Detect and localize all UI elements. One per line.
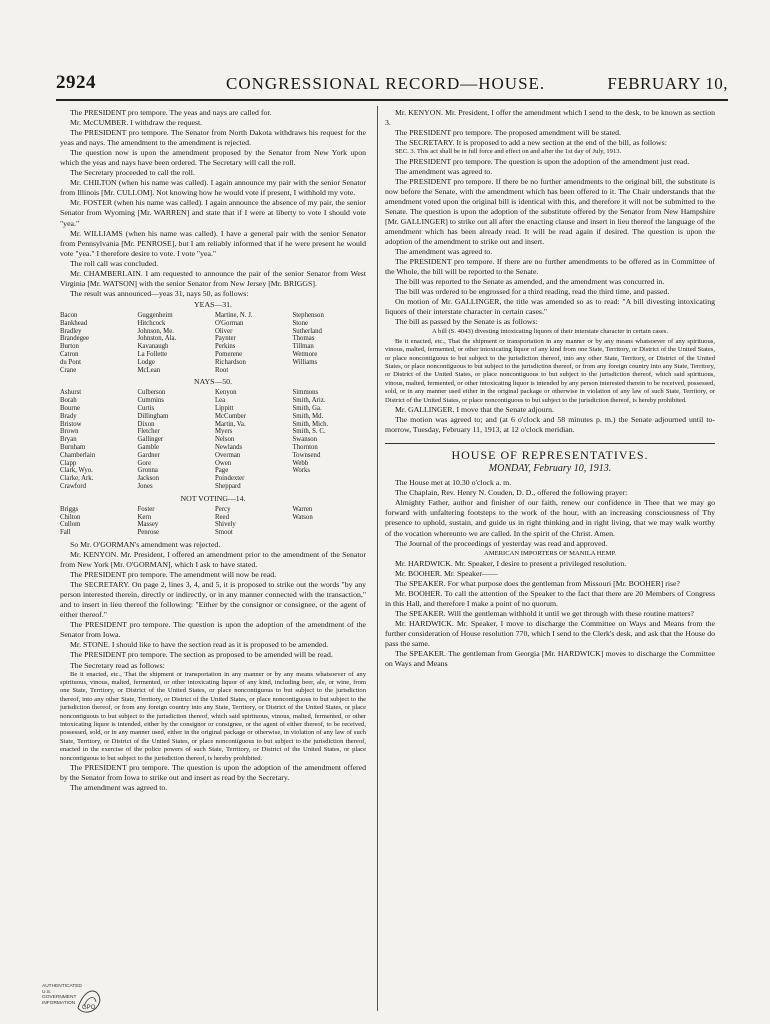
senator-name: Webb [292, 459, 309, 467]
senator-name: Richardson [215, 358, 246, 366]
senator-name: Bradley [60, 327, 82, 335]
senator-name: O'Gorman [215, 319, 244, 327]
senator-name: Johnston, Ala. [137, 335, 177, 343]
senator-name: Gamble [137, 443, 160, 451]
senator-name: Crane [60, 366, 77, 374]
senator-name: Hitchcock [137, 319, 166, 327]
senator-name: Brady [60, 412, 77, 420]
senator-name: Massey [137, 521, 159, 529]
senator-name: Bryan [60, 436, 77, 444]
senator-name: Jones [137, 482, 153, 490]
yeas-heading: YEAS—31. [194, 299, 232, 309]
senator-name: Smith, Ariz. [292, 397, 326, 405]
bill-caption: A bill (S. 4043) divesting intoxicating liquors of their interstate character in certain cases. [431, 328, 669, 336]
senator-name: Simmons [292, 389, 319, 397]
paragraph: The PRESIDENT pro tempore. The yeas and nays are called for. [70, 108, 272, 117]
paragraph: The SPEAKER. For what purpose does the gentleman from Missouri [Mr. BOOHER] rise? [395, 579, 680, 589]
senator-name: Nelson [215, 436, 235, 444]
senator-name: Gallinger [137, 436, 164, 444]
paragraph: The question now is upon the amendment proposed by the Senator from New York upon which the yeas and nays have been ordered. The Secretary will call the roll. [60, 148, 366, 168]
paragraph: The PRESIDENT pro tempore. The section as proposed to be amended will be read. [70, 650, 333, 660]
senator-name: Shively [215, 521, 236, 529]
paragraph: Mr. McCUMBER. I withdraw the request. [70, 118, 203, 128]
senator-name: Chamberlain [60, 451, 96, 459]
paragraph: Mr. KENYON. Mr. President, I offer the amendment which I send to the desk, to be known as section 3. [385, 108, 715, 128]
senator-name: Martine, N. J. [215, 311, 253, 319]
paragraph: The SPEAKER. Will the gentleman withhold it until we get through with these routine matters? [395, 609, 695, 619]
senator-name: Martin, Va. [215, 420, 246, 428]
paragraph: The SECRETARY. On page 2, lines 3, 4, and 5, it is proposed to strike out the words "by any person interested therein, directly or indirectly, or in any manner connected with the transaction," and to insert in lieu thereof the following: "Either by the consignor or consignee, or the agent of either thereof." [60, 580, 366, 620]
senator-name: Culberson [137, 389, 166, 397]
page-title: CONGRESSIONAL RECORD—HOUSE. [226, 74, 546, 93]
senator-name: Thornton [292, 443, 318, 451]
header-date: FEBRUARY 10, [607, 74, 728, 93]
senator-name: Oliver [215, 327, 233, 335]
bill-text: Be it enacted, etc., That the shipment or transportation in any manner or by any means whatsoever of any spirituous, vinous, malted, fermented, or other intoxicating liquor of any kind from one State, Territory, or District of the United States, or place noncontiguous to but subject to the jurisdiction thereof, into any other State, Territory, or District of the United States, or place noncontiguous to but subject to the jurisdiction thereof, or from any foreign country into any State, Territory, or District of the United States, or place noncontiguous to but subject to the jurisdiction thereof, which said spirituous, vinous, malted, fermented, or other intoxicating liquor is intended by any person interested therein to be received, possessed, sold, or in any manner used either in the original package or otherwise in violation of any law of such State, Territory, or District of the United States, or place noncontiguous to but subject to the jurisdiction thereof, is hereby prohibited. [385, 337, 715, 404]
paragraph: The Chaplain, Rev. Henry N. Couden, D. D., offered the following prayer: [395, 488, 628, 498]
senator-name: Bristow [60, 420, 82, 428]
page-number: 2924 [56, 72, 96, 93]
senator-name: Chilton [60, 513, 81, 521]
senator-name: Townsend [292, 451, 321, 459]
senator-name: Sutherland [292, 327, 322, 335]
senator-name: Penrose [137, 529, 160, 537]
senator-name: Gardner [137, 451, 160, 459]
senator-name: Dillingham [137, 412, 169, 420]
nays-heading: NAYS—50. [193, 377, 233, 387]
senator-name: Poindexter [215, 475, 245, 483]
nays-list [60, 389, 366, 490]
paragraph: The SPEAKER. The gentleman from Georgia [Mr. HARDWICK] moves to discharge the Committee on Ways and Means [385, 649, 715, 669]
senator-name: Brandegee [60, 335, 90, 343]
senator-name: Kern [137, 513, 152, 521]
senator-name: Burnham [60, 443, 86, 451]
senator-name: Tillman [292, 343, 314, 351]
paragraph: Mr. HARDWICK. Mr. Speaker, I desire to present a privileged resolution. [395, 559, 627, 569]
paragraph: Mr. CHAMBERLAIN. I am requested to announce the pair of the senior Senator from West Virginia [Mr. WATSON] with the senior Senator from New Jersey [Mr. BRIGGS]. [60, 268, 366, 288]
paragraph: Mr. HARDWICK. Mr. Speaker, I move to discharge the Committee on Ways and Means from the further consideration of House resolution 770, which I send to the Clerk's desk, and ask that the House do pass the same. [385, 619, 715, 649]
paragraph: The PRESIDENT pro tempore. The proposed amendment will be stated. [395, 128, 621, 138]
paragraph: The bill as passed by the Senate is as follows: [395, 317, 538, 327]
senator-name: Cullom [60, 521, 81, 529]
paragraph: So Mr. O'GORMAN's amendment was rejected. [70, 539, 221, 549]
paragraph: The amendment was agreed to. [395, 166, 493, 176]
senator-name: Smith, Md. [292, 412, 324, 420]
senator-name [293, 367, 367, 375]
senator-name: Bacon [60, 311, 78, 319]
paragraph: The House met at 10.30 o'clock a. m. [395, 478, 512, 488]
subheading: AMERICAN IMPORTERS OF MANILA HEMP. [483, 549, 617, 557]
senator-name: Sheppard [215, 482, 241, 490]
right-column [385, 108, 715, 670]
senator-name: Borah [60, 397, 77, 405]
senator-name [293, 475, 367, 483]
senator-name: Pomerene [215, 350, 243, 358]
paragraph: Mr. STONE. I should like to have the section read as it is proposed to be amended. [70, 640, 329, 650]
paragraph: The PRESIDENT pro tempore. The question is upon the adoption of the amendment just read. [395, 156, 690, 166]
senator-name: Clark, Wyo. [60, 467, 93, 475]
paragraph: The PRESIDENT pro tempore. The Senator from North Dakota withdraws his request for the yeas and nays. The amendment to the amendment is rejected. [60, 128, 366, 148]
header-rule [56, 99, 728, 101]
column-divider [377, 106, 378, 1011]
paragraph: The PRESIDENT pro tempore. If there are no further amendments to be offered as in Committee of the Whole, the bill will be reported to the Senate. [385, 257, 715, 277]
senator-name: Reed [215, 513, 229, 521]
bill-text: SEC. 3. This act shall be in full force and effect on and after the 1st day of July, 1913. [395, 148, 622, 156]
paragraph: The PRESIDENT pro tempore. The question is upon the adoption of the amendment of the Senator from Iowa. [60, 620, 366, 640]
senator-name: Watson [292, 513, 313, 521]
senator-name: Thomas [292, 335, 315, 343]
senator-name: Ashurst [60, 389, 82, 397]
senator-name: Gore [137, 459, 152, 467]
paragraph: The amendment was agreed to. [70, 783, 168, 793]
page-header [56, 72, 728, 98]
senator-name: Jackson [137, 475, 160, 483]
senator-name: Kavanaugh [137, 343, 169, 351]
paragraph: The SECRETARY. It is proposed to add a new section at the end of the bill, as follows: [395, 138, 667, 148]
senator-name: Perkins [215, 343, 236, 351]
senator-name: McCumber [215, 412, 246, 420]
yeas-list [60, 312, 366, 374]
senator-name: Swanson [292, 436, 318, 444]
paragraph: The result was announced—yeas 31, nays 50, as follows: [70, 288, 249, 298]
paragraph: On motion of Mr. GALLINGER, the title was amended so as to read: "A bill divesting intoxicating liquors of their interstate character in certain cases." [385, 297, 715, 317]
paragraph: The motion was agreed to; and (at 6 o'clock and 58 minutes p. m.) the Senate adjourned until to-morrow, Tuesday, February 11, 1913, at 12 o'clock meridian. [385, 415, 715, 435]
senator-name: Wetmore [292, 350, 318, 358]
paragraph: Mr. WILLIAMS (when his name was called). I have a general pair with the senior Senator from Pennsylvania [Mr. PENROSE], but I am reliably informed that if he were present he would vote "yea." I therefore desire to vote. I vote "yea." [60, 228, 366, 258]
senator-name: Crawford [60, 482, 87, 490]
paragraph: The roll call was concluded. [70, 258, 159, 268]
senator-name: Works [292, 467, 311, 475]
senator-name: Stone [292, 319, 308, 327]
senator-name: La Follette [137, 350, 168, 358]
senator-name: Catron [60, 350, 79, 358]
paragraph: Mr. FOSTER (when his name was called). I again announce the absence of my pair, the senior Senator from Wyoming [Mr. WARREN] and state that if I were at liberty to vote I should vote "yea." [60, 198, 366, 228]
senator-name: Smith, Mich. [292, 420, 329, 428]
senator-name: Fletcher [137, 428, 160, 436]
not-voting-list [60, 506, 366, 537]
paragraph: The bill was reported to the Senate as amended, and the amendment was concurred in. [395, 277, 665, 287]
senator-name: Lea [215, 397, 226, 405]
senator-name: Lodge [137, 358, 155, 366]
senator-name: Newlands [215, 443, 243, 451]
senator-name: Clapp [60, 459, 77, 467]
paragraph: The amendment was agreed to. [395, 247, 493, 257]
paragraph: The PRESIDENT pro tempore. The amendment will now be read. [70, 570, 277, 580]
paragraph: The PRESIDENT pro tempore. The question is upon the adoption of the amendment offered by the Senator from Iowa to strike out and insert as read by the Secretary. [60, 763, 366, 783]
paragraph: The Journal of the proceedings of yesterday was read and approved. [395, 538, 608, 548]
senator-name: Brown [60, 428, 79, 436]
left-column [60, 108, 366, 793]
paragraph: Mr. GALLINGER. I move that the Senate adjourn. [395, 405, 554, 415]
senator-name: du Pont [60, 358, 81, 366]
not-voting-heading: NOT VOTING—14. [180, 493, 246, 503]
senator-name: Overman [215, 451, 241, 459]
senator-name: Page [215, 467, 229, 475]
house-section-title: HOUSE OF REPRESENTATIVES. [385, 443, 715, 460]
paragraph: Mr. KENYON. Mr. President, I offered an amendment prior to the amendment of the Senator from New York [Mr. O'GORMAN], which I ask to have stated. [60, 550, 366, 570]
senator-name: Bourne [60, 404, 81, 412]
senator-name: Fall [60, 529, 71, 537]
senator-name: Dixon [137, 420, 155, 428]
senator-name: Paynter [215, 335, 236, 343]
senator-name [293, 483, 367, 491]
senator-name: Smith, S. C. [292, 428, 326, 436]
authentication-text: AUTHENTICATED U.S. GOVERNMENT INFORMATION [42, 984, 82, 1006]
senator-name: McLean [137, 366, 161, 374]
senator-name: Myers [215, 428, 233, 436]
senator-name: Warren [292, 505, 313, 513]
paragraph: Mr. BOOHER. To call the attention of the Speaker to the fact that there are 20 Members of Congress in this Hall, and therefore I make a point of no quorum. [385, 589, 715, 609]
gpo-label: GPO [82, 1005, 96, 1011]
bill-text: Be it enacted, etc., That the shipment or transportation in any manner or by any means whatsoever of any spirituous, vinous, malted, fermented, or other intoxicating liquor of any kind, including beer, ale, or wine, from one State, Territory, or District of the United States, or place noncontiguous to but subject to the jurisdiction thereof, into any other State, Territory, or District of the United States, or place noncontiguous to but subject to the jurisdiction thereof, or from any foreign country into any State, Territory, or District of the United States, or place noncontiguous to but subject to the jurisdiction thereof, which said spirituous, vinous, malted, fermented, or other intoxicating liquor is intended, either by the consignor or consignee, or the agent of either thereof, to be received, possessed, sold, or in any manner used, either in the original package or otherwise, in violation of any law of such State, Territory, or District of the United States, or place noncontiguous to but subject to the jurisdiction thereof, enacted in the exercise of the police powers of such State, Territory, or District of the United States, or place noncontiguous to but subject to the jurisdiction thereof, is hereby prohibited. [60, 670, 366, 762]
senator-name: Williams [292, 358, 318, 366]
senator-name: Curtis [137, 404, 155, 412]
senator-name: Guggenheim [137, 311, 173, 319]
senator-name [293, 521, 367, 529]
house-date: MONDAY, February 10, 1913. [488, 463, 612, 475]
senator-name: Cummins [137, 397, 164, 405]
paragraph: The Secretary read as follows: [70, 660, 165, 670]
senator-name: Percy [215, 505, 231, 513]
senator-name: Burton [60, 343, 79, 351]
paragraph: The Secretary proceeded to call the roll. [70, 168, 195, 178]
senator-name [293, 529, 367, 537]
senator-name: Johnson, Me. [137, 327, 174, 335]
prayer: Almighty Father, author and finisher of our faith, renew our confidence in Thee that we may go forward with unfaltering footsteps to the work of the hour, with an increasing consciousness of Thy presence to uphold, sustain, and guide us in right thinking and in right living, that we may walk worthy of the vocation whereunto we are called. In the spirit of the Christ. Amen. [385, 498, 715, 538]
senator-name: Owen [215, 459, 232, 467]
senator-name: Stephenson [292, 311, 324, 319]
senator-name: Gronna [137, 467, 158, 475]
senator-name: Smith, Ga. [292, 404, 322, 412]
paragraph: The PRESIDENT pro tempore. If there be no further amendments to the original bill, the substitute is now before the Senate, with the amendment which has been offered to it. The Chair understands that the amendment voted upon the original bill is identical with this, and therefore it will not be submitted to the Senate. The question is upon the adoption of the substitute offered by the Senator from New Hampshire [Mr. GALLINGER] to strike out all after the enacting clause and insert in lieu thereof the language of the amendment which has been already read. It will be read again if desired. The question is upon the adoption of the amendment to strike out and insert. [385, 176, 715, 246]
paragraph: Mr. BOOHER. Mr. Speaker—— [395, 569, 498, 579]
senator-name: Root [215, 366, 229, 374]
senator-name: Briggs [60, 505, 79, 513]
senator-name: Kenyon [215, 389, 237, 397]
paragraph: Mr. CHILTON (when his name was called). I again announce my pair with the senior Senator from Illinois [Mr. CULLOM]. Not knowing how he would vote if present, I withhold my vote. [60, 178, 366, 198]
senator-name: Smoot [215, 529, 233, 537]
paragraph: The bill was ordered to be engrossed for a third reading, read the third time, and passed. [395, 287, 670, 297]
senator-name: Lippitt [215, 404, 234, 412]
senator-name: Foster [137, 505, 155, 513]
senator-name: Bankhead [60, 319, 88, 327]
senator-name: Clarke, Ark. [60, 475, 94, 483]
